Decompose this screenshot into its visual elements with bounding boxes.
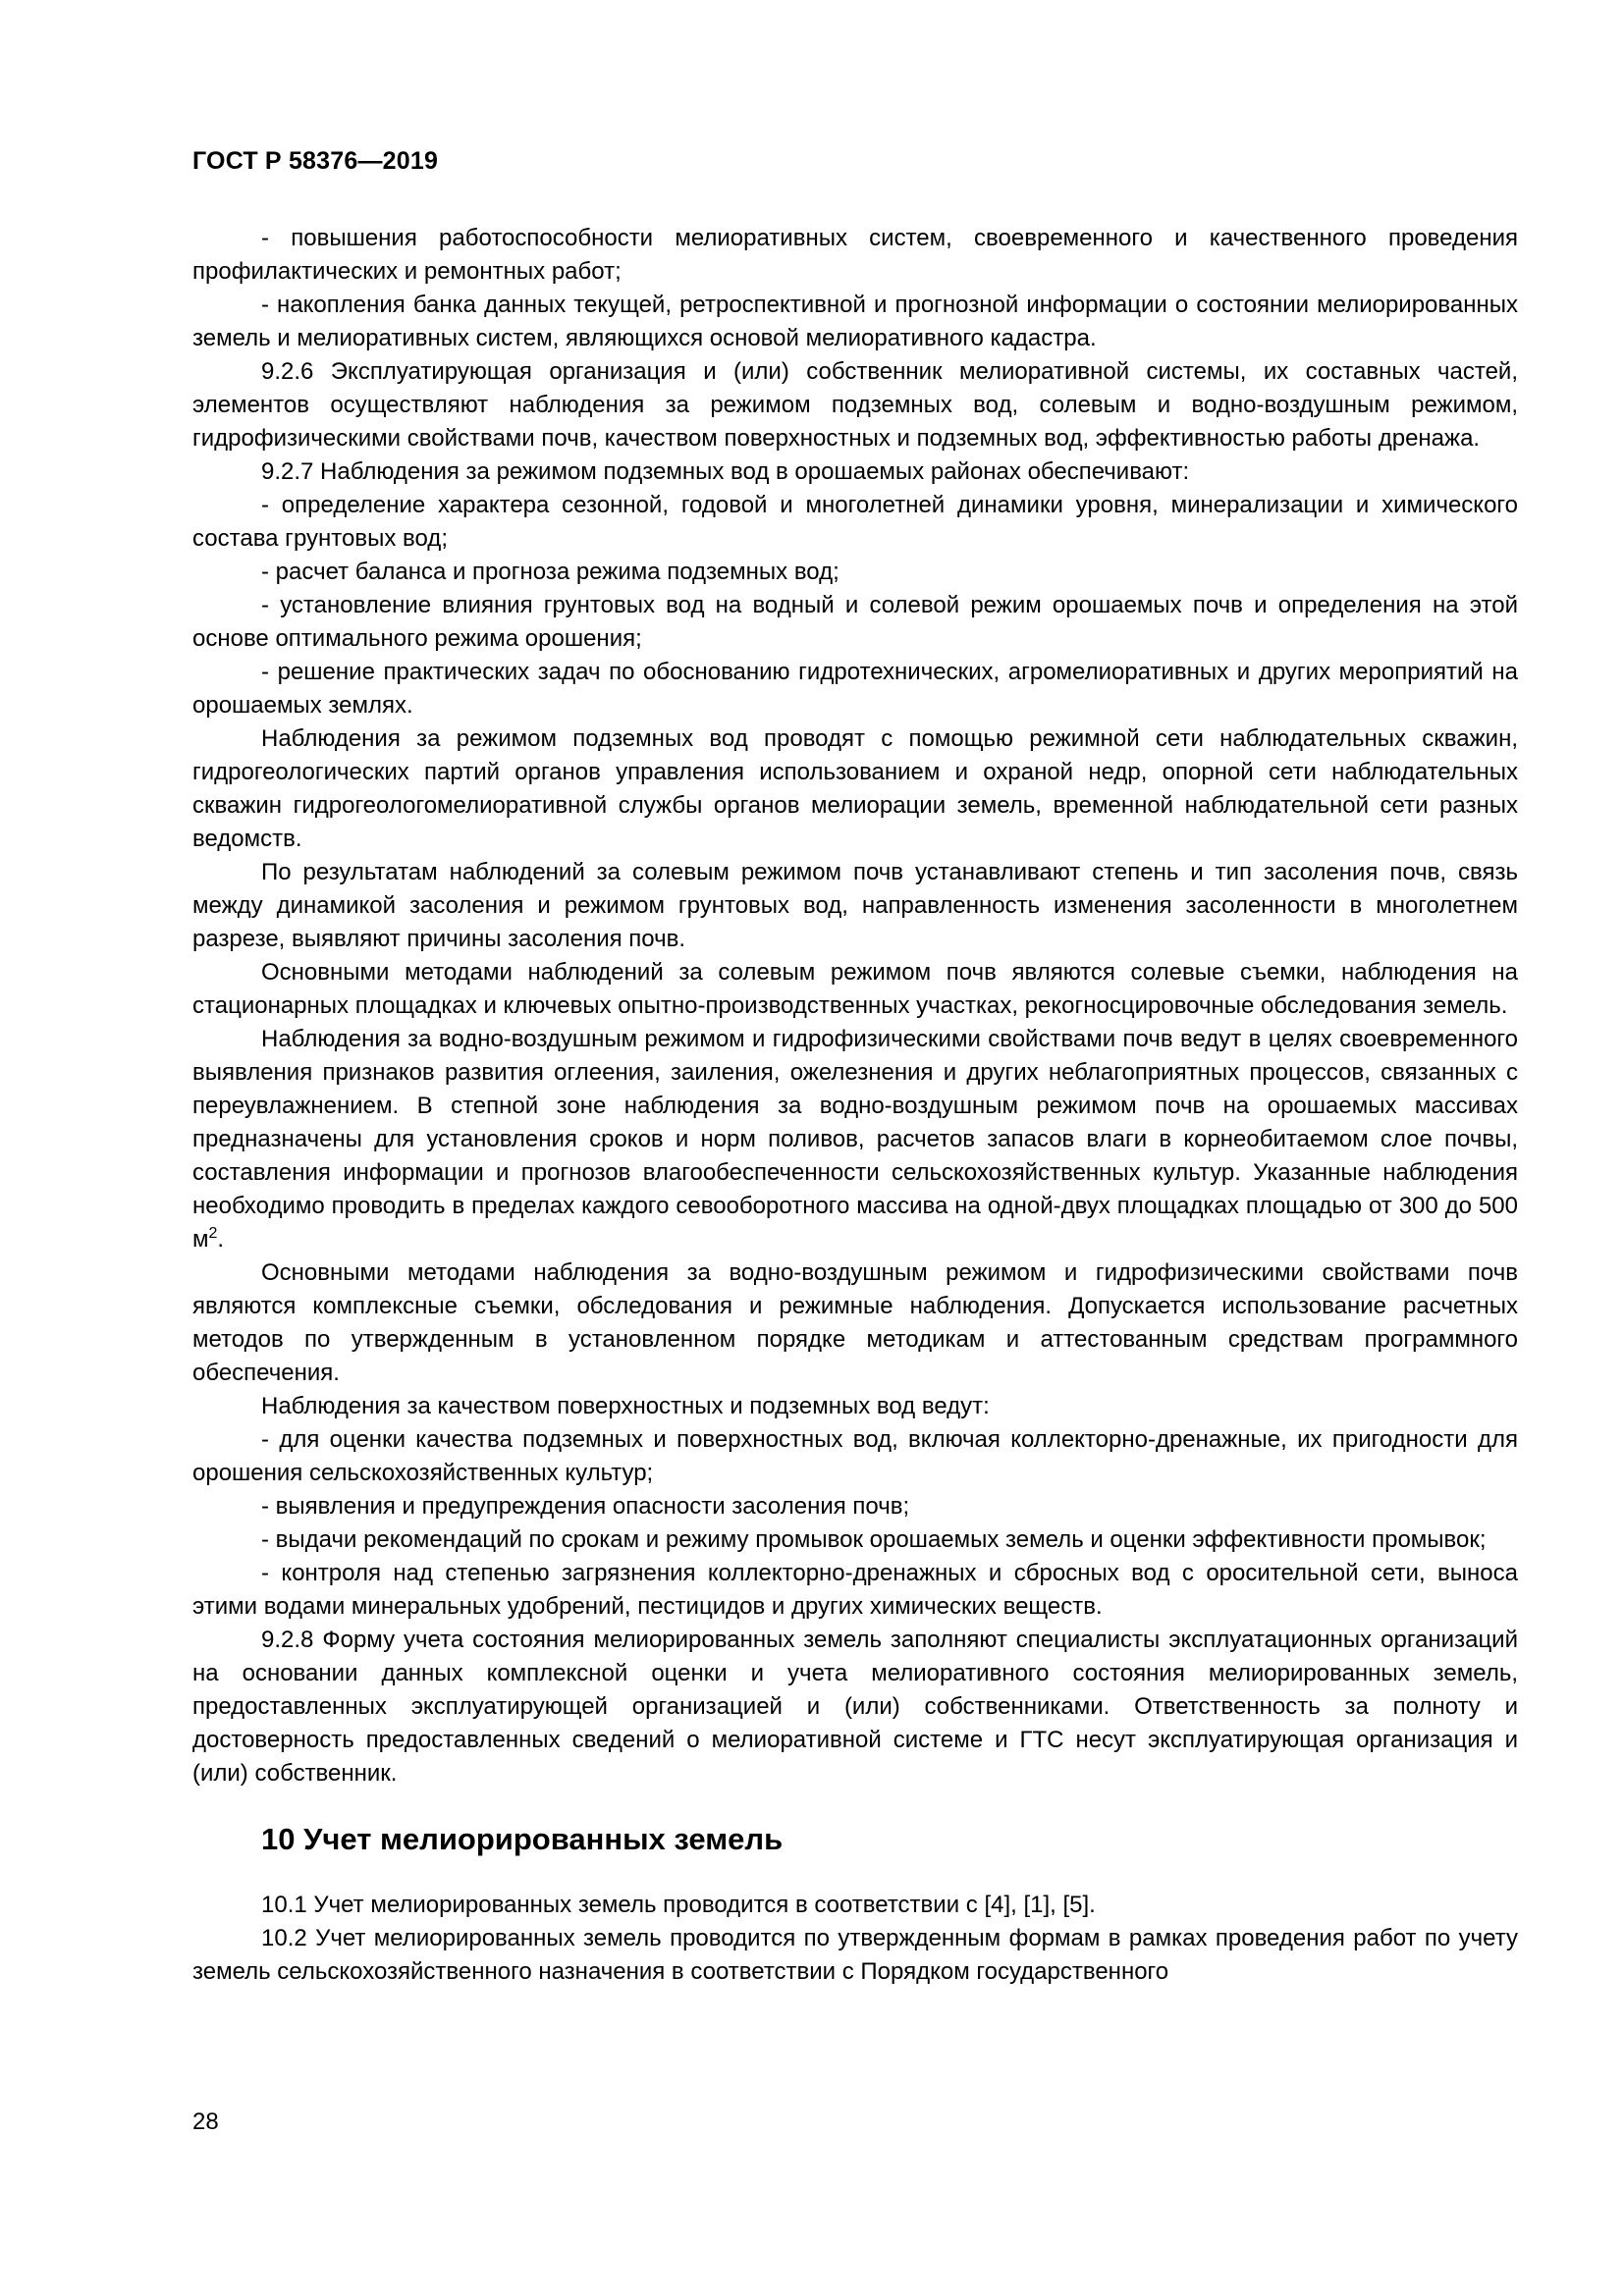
paragraph: Основными методами наблюдения за водно-воздушным режимом и гидрофизическими свойствами почв являются комплексные съемки, обследования и режимные наблюдения. Допускается использование расчетных методов по утвержденным в установленном порядке методикам и аттестованным средствам программного обеспечения.: [192, 1259, 1518, 1386]
paragraph-text: Наблюдения за водно-воздушным режимом и гидрофизическими свойствами почв ведут в целях своевременного выявления признаков развития оглеения, заиления, ожелезнения и других неблагоприятных процессов, связанных с переувлажнением. В степной зоне наблюдения за водно-воздушным режимом почв на орошаемых массивах предназначены для установления сроков и норм поливов, расчетов запасов влаги в корнеобитаемом слое почвы, составления информации и прогнозов влагообеспеченности сельскохозяйственных культур. Указанные наблюдения необходимо проводить в пределах каждого севооборотного массива на одной-двух площадках площадью от 300 до 500 м: [192, 1026, 1518, 1253]
paragraph: - установление влияния грунтовых вод на водный и солевой режим орошаемых почв и определения на этой основе оптимального режима орошения;: [192, 592, 1518, 652]
paragraph: 10.2 Учет мелиорированных земель проводится по утвержденным формам в рамках проведения работ по учету земель сельскохозяйственного назначения в соответствии с Порядком государственного: [192, 1925, 1518, 1985]
paragraph: - определение характера сезонной, годовой и многолетней динамики уровня, минерализации и химического состава грунтовых вод;: [192, 492, 1518, 552]
paragraph: Наблюдения за качеством поверхностных и подземных вод ведут:: [261, 1393, 990, 1419]
paragraph: - для оценки качества подземных и поверхностных вод, включая коллекторно-дренажные, их пригодности для орошения сельскохозяйственных культур;: [192, 1426, 1518, 1486]
page-number: 28: [192, 2109, 219, 2135]
paragraph: - повышения работоспособности мелиоративных систем, своевременного и качественного проведения профилактических и ремонтных работ;: [192, 225, 1518, 285]
paragraph: - выявления и предупреждения опасности засоления почв;: [261, 1493, 910, 1520]
paragraph: - расчет баланса и прогноза режима подземных вод;: [261, 559, 839, 585]
paragraph: 9.2.8 Форму учета состояния мелиорированных земель заполняют специалисты эксплуатационных организаций на основании данных комплексной оценки и учета мелиоративного состояния мелиорированных земель, предоставленных эксплуатирующей организацией и (или) собственниками. Ответственность за полноту и достоверность предоставленных сведений о мелиоративной системе и ГТС несут эксплуатирующая организация и (или) собственник.: [192, 1627, 1518, 1787]
superscript: 2: [208, 1225, 218, 1242]
paragraph-area-formula: [192, 1023, 1518, 1256]
paragraph: - контроля над степенью загрязнения коллекторно-дренажных и сбросных вод с оросительной сети, выноса этими водами минеральных удобрений, пестицидов и других химических веществ.: [192, 1560, 1518, 1620]
paragraph: 10.1 Учет мелиорированных земель проводится в соответствии с [4], [1], [5].: [261, 1892, 1096, 1918]
paragraph: Наблюдения за режимом подземных вод проводят с помощью режимной сети наблюдательных скважин, гидрогеологических партий органов управления использованием и охраной недр, опорной сети наблюдательных скважин гидрогеологомелиоративной службы органов мелиорации земель, временной наблюдательной сети разных ведомств.: [192, 725, 1518, 852]
paragraph: - решение практических задач по обоснованию гидротехнических, агромелиоративных и других мероприятий на орошаемых землях.: [192, 659, 1518, 719]
paragraph: - накопления банка данных текущей, ретроспективной и прогнозной информации о состоянии мелиорированных земель и мелиоративных систем, являющихся основой мелиоративного кадастра.: [192, 292, 1518, 351]
section-title: 10 Учет мелиорированных земель: [261, 1822, 784, 1856]
paragraph-tail: .: [217, 1226, 225, 1253]
document-header: ГОСТ Р 58376—2019: [192, 147, 439, 175]
paragraph: 9.2.6 Эксплуатирующая организация и (или) собственник мелиоративной системы, их составных частей, элементов осуществляют наблюдения за режимом подземных вод, солевым и водно-воздушным режимом, гидрофизическими свойствами почв, качеством поверхностных и подземных вод, эффективностью работы дренажа.: [192, 358, 1518, 452]
document-body: [192, 222, 1518, 1989]
paragraph: По результатам наблюдений за солевым режимом почв устанавливают степень и тип засоления почв, связь между динамикой засоления и режимом грунтовых вод, направленность изменения засоленности в многолетнем разрезе, выявляют причины засоления почв.: [192, 859, 1518, 952]
paragraph: - выдачи рекомендаций по срокам и режиму промывок орошаемых земель и оценки эффективности промывок;: [261, 1526, 1487, 1553]
paragraph: Основными методами наблюдений за солевым режимом почв являются солевые съемки, наблюдения на стационарных площадках и ключевых опытно-производственных участках, рекогносцировочные обследования земель.: [192, 959, 1518, 1019]
paragraph: 9.2.7 Наблюдения за режимом подземных вод в орошаемых районах обеспечивают:: [261, 458, 1190, 485]
